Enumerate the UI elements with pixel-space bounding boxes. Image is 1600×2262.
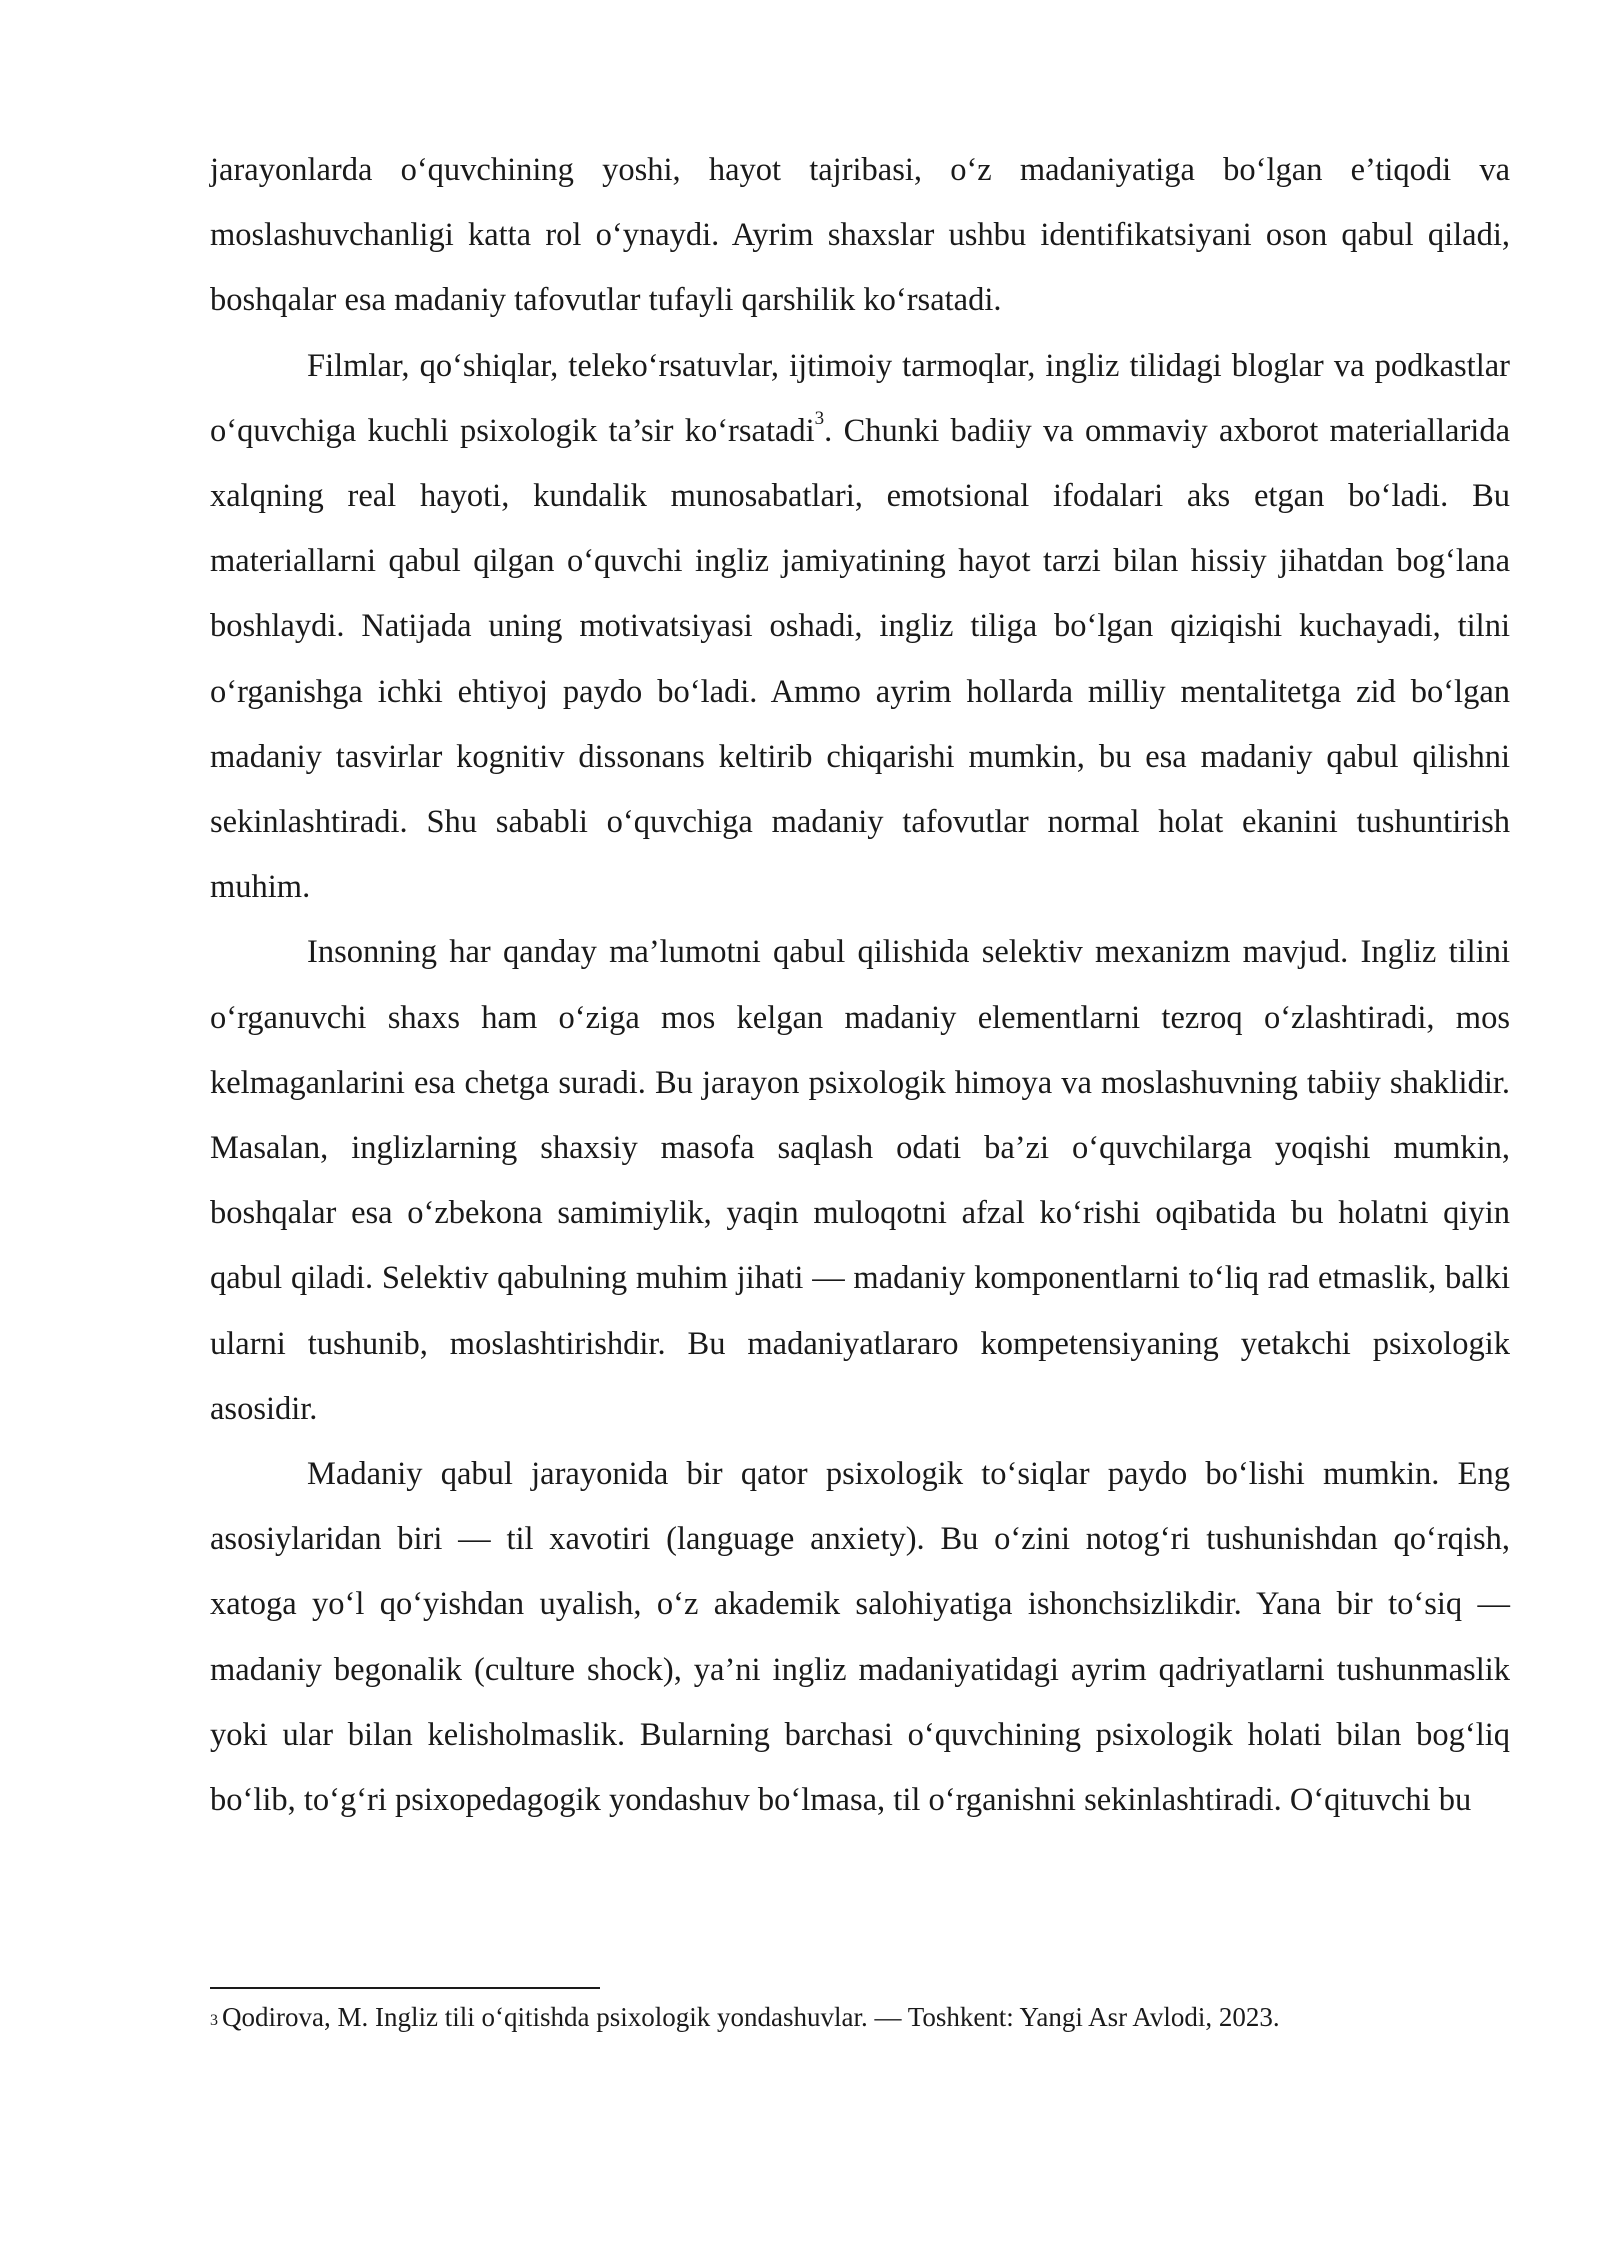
document-body: [210, 138, 1510, 1833]
paragraph-2-text-start: Filmlar, qo‘shiqlar, teleko‘rsatuvlar, ijtimoiy tarmoqlar, ingliz tilidagi bloglar va podkastlar o‘quvchiga kuchli psixologik ta’sir ko‘rsatadi: [210, 347, 1510, 449]
footnote: [210, 1999, 1520, 2035]
paragraph-2-text-end: . Chunki badiiy va ommaviy axborot materiallarida xalqning real hayoti, kundalik munosabatlari, emotsional ifodalari aks etgan bo‘ladi. Bu materiallarni qabul qilgan o‘quvchi ingliz jamiyatining hayot tarzi bilan hissiy jihatdan bog‘lana boshlaydi. Natijada uning motivatsiyasi oshadi, ingliz tiliga bo‘lgan qiziqishi kuchayadi, tilni o‘rganishga ichki ehtiyoj paydo bo‘ladi. Ammo ayrim hollarda milliy mentalitetga zid bo‘lgan madaniy tasvirlar kognitiv dissonans keltirib chiqarishi mumkin, bu esa madaniy qabul qilishni sekinlashtiradi. Shu sababli o‘quvchiga madaniy tafovutlar normal holat ekanini tushuntirish muhim.: [210, 412, 1510, 906]
footnote-separator: [210, 1987, 600, 1989]
footnote-mark: 3: [210, 2012, 218, 2029]
paragraph-1: jarayonlarda o‘quvchining yoshi, hayot tajribasi, o‘z madaniyatiga bo‘lgan e’tiqodi va moslashuvchanligi katta rol o‘ynaydi. Ayrim shaxslar ushbu identifikatsiyani oson qabul qiladi, boshqalar esa madaniy tafovutlar tufayli qarshilik ko‘rsatadi.: [210, 152, 1510, 319]
footnote-reference-3[interactable]: 3: [814, 407, 825, 429]
paragraph-2: [210, 334, 1510, 921]
paragraph-3: Insonning har qanday ma’lumotni qabul qilishida selektiv mexanizm mavjud. Ingliz tilini o‘rganuvchi shaxs ham o‘ziga mos kelgan madaniy elementlarni tezroq o‘zlashtiradi, mos kelmaganlarini esa chetga suradi. Bu jarayon psixologik himoya va moslashuvning tabiiy shaklidir. Masalan, inglizlarning shaxsiy masofa saqlash odati ba’zi o‘quvchilarga yoqishi mumkin, boshqalar esa o‘zbekona samimiylik, yaqin muloqotni afzal ko‘rishi oqibatida bu holatni qiyin qabul qiladi. Selektiv qabulning muhim jihati — madaniy komponentlarni to‘liq rad etmaslik, balki ularni tushunib, moslashtirishdir. Bu madaniyatlararo kompetensiyaning yetakchi psixologik asosidir.: [210, 934, 1510, 1427]
paragraph-4: Madaniy qabul jarayonida bir qator psixologik to‘siqlar paydo bo‘lishi mumkin. Eng asosiylaridan biri — til xavotiri (language anxiety). Bu o‘zini notog‘ri tushunishdan qo‘rqish, xatoga yo‘l qo‘yishdan uyalish, o‘z akademik salohiyatiga ishonchsizlikdir. Yana bir to‘siq — madaniy begonalik (culture shock), ya’ni ingliz madaniyatidagi ayrim qadriyatlarni tushunmaslik yoki ular bilan kelisholmaslik. Bularning barchasi o‘quvchining psixologik holati bilan bog‘liq bo‘lib, to‘g‘ri psixopedagogik yondashuv bo‘lmasa, til o‘rganishni sekinlashtiradi. O‘qituvchi bu: [210, 1456, 1510, 1819]
footnote-text: Qodirova, M. Ingliz tili o‘qitishda psixologik yondashuvlar. — Toshkent: Yangi Asr Avlodi, 2023.: [222, 2002, 1280, 2032]
